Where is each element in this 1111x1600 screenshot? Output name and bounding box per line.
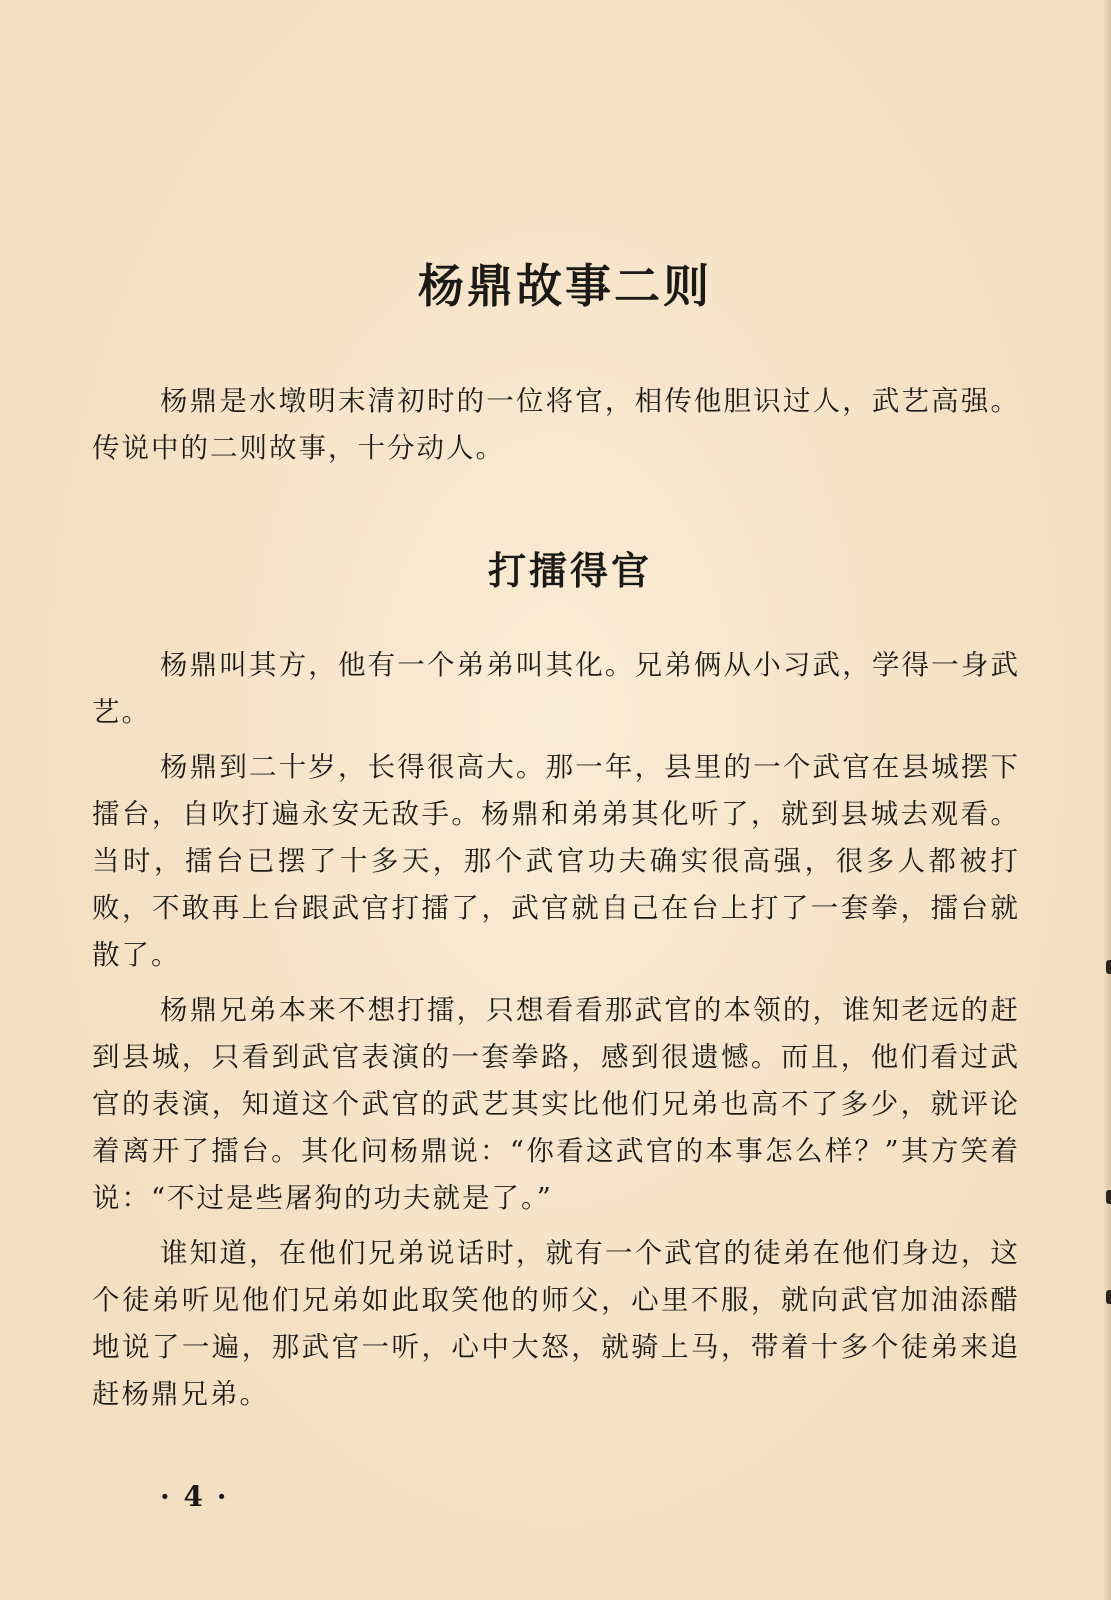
page-number: · 4 ·	[160, 1480, 229, 1513]
section-title: 打擂得官	[487, 548, 652, 593]
story-paragraph: 谁知道，在他们兄弟说话时，就有一个武官的徒弟在他们身边，这个徒弟听见他们兄弟如此取笑他的师父，心里不服，就向武官加油添醋地说了一遍，那武官一听，心中大怒，就骑上马，带着十多个徒弟来追赶杨鼎兄弟。	[92, 1237, 1020, 1410]
page-edge-shadow	[1103, 0, 1111, 1600]
binding-hole	[1106, 1290, 1111, 1304]
binding-hole	[1106, 960, 1111, 974]
binding-hole	[1106, 1190, 1111, 1204]
story-paragraph: 杨鼎兄弟本来不想打擂，只想看看那武官的本领的，谁知老远的赶到县城，只看到武官表演的一套拳路，感到很遗憾。而且，他们看过武官的表演，知道这个武官的武艺其实比他们兄弟也高不了多少，就评论着离开了擂台。其化问杨鼎说：“你看这武官的本事怎么样？”其方笑着说：“不过是些屠狗的功夫就是了。”	[92, 994, 1020, 1214]
story-paragraph: 杨鼎叫其方，他有一个弟弟叫其化。兄弟俩从小习武，学得一身武艺。	[92, 649, 1020, 728]
intro-paragraph: 杨鼎是水墩明末清初时的一位将官，相传他胆识过人，武艺高强。传说中的二则故事，十分动人。	[92, 385, 1020, 464]
page-title: 杨鼎故事二则	[418, 259, 712, 313]
story-body	[92, 642, 1020, 1418]
story-paragraph: 杨鼎到二十岁，长得很高大。那一年，县里的一个武官在县城摆下擂台，自吹打遍永安无敌手。杨鼎和弟弟其化听了，就到县城去观看。当时，擂台已摆了十多天，那个武官功夫确实很高强，很多人都被打败，不敢再上台跟武官打擂了，武官就自己在台上打了一套拳，擂台就散了。	[92, 751, 1020, 971]
intro-block	[92, 378, 1020, 472]
